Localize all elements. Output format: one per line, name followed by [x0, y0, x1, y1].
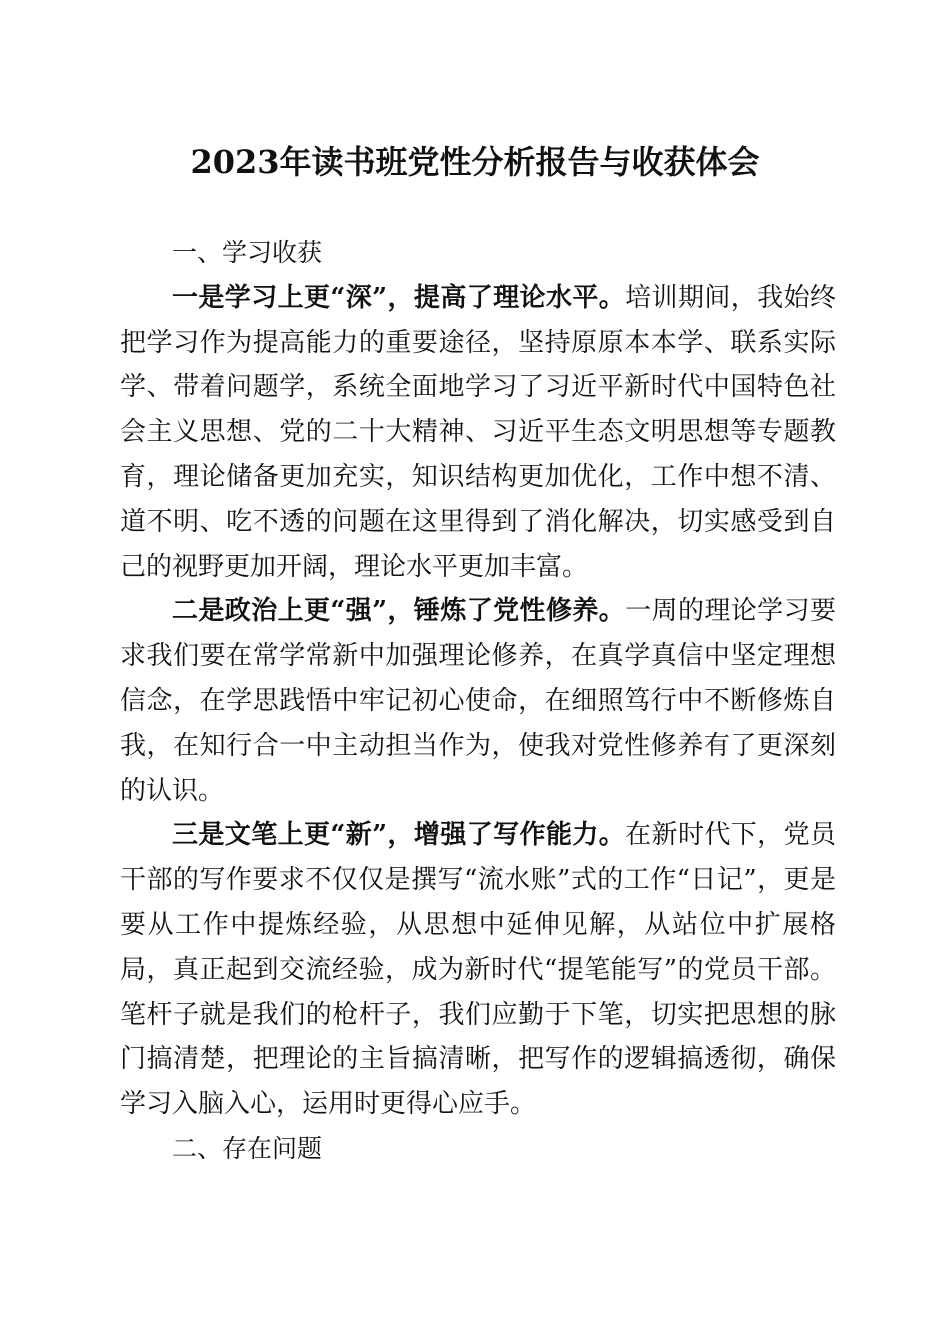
document-title: 2023年读书班党性分析报告与收获体会 [190, 143, 760, 181]
paragraph-text: 在新时代下，党员干部的写作要求不仅仅是撰写“流水账”式的工作“日记”，更是要从工作中提炼经验，从思想中延伸见解，从站位中扩展格局，真正起到交流经验，成为新时代“提笔能写”的党员干部。笔杆子就是我们的枪杆子，我们应勤于下笔，切实把思想的脉门搞清楚，把理论的主旨搞清晰，把写作的逻辑搞透彻，确保学习入脑入心，运用时更得心应手。 [120, 820, 836, 1120]
paragraph-text: 培训期间，我始终把学习作为提高能力的重要途径，坚持原原本本学、联系实际学、带着问题学，系统全面地学习了习近平新时代中国特色社会主义思想、党的二十大精神、习近平生态文明思想等专题教育，理论储备更加充实，知识结构更加优化，工作中想不清、道不明、吃不透的问题在这里得到了消化解决，切实感受到自己的视野更加开阔，理论水平更加丰富。 [120, 282, 836, 582]
paragraph-lead: 三是文笔上更“新”，增强了写作能力。 [172, 820, 626, 851]
section-heading-learning-gains: 一、学习收获 [172, 238, 323, 267]
paragraph-lead: 二是政治上更“强”，锤炼了党性修养。 [172, 596, 626, 627]
paragraph-study-deeper [120, 276, 836, 590]
paragraph-politics-stronger [120, 589, 836, 813]
paragraph-text: 一周的理论学习要求我们要在常学常新中加强理论修养，在真学真信中坚定理想信念，在学思践悟中牢记初心使命，在细照笃行中不断修炼自我，在知行合一中主动担当作为，使我对党性修养有了更深刻的认识。 [120, 596, 836, 806]
paragraph-writing-newer [120, 813, 836, 1127]
paragraph-lead: 一是学习上更“深”，提高了理论水平。 [172, 282, 626, 313]
document-body [120, 231, 836, 1172]
section-heading-existing-problems: 二、存在问题 [172, 1133, 323, 1163]
